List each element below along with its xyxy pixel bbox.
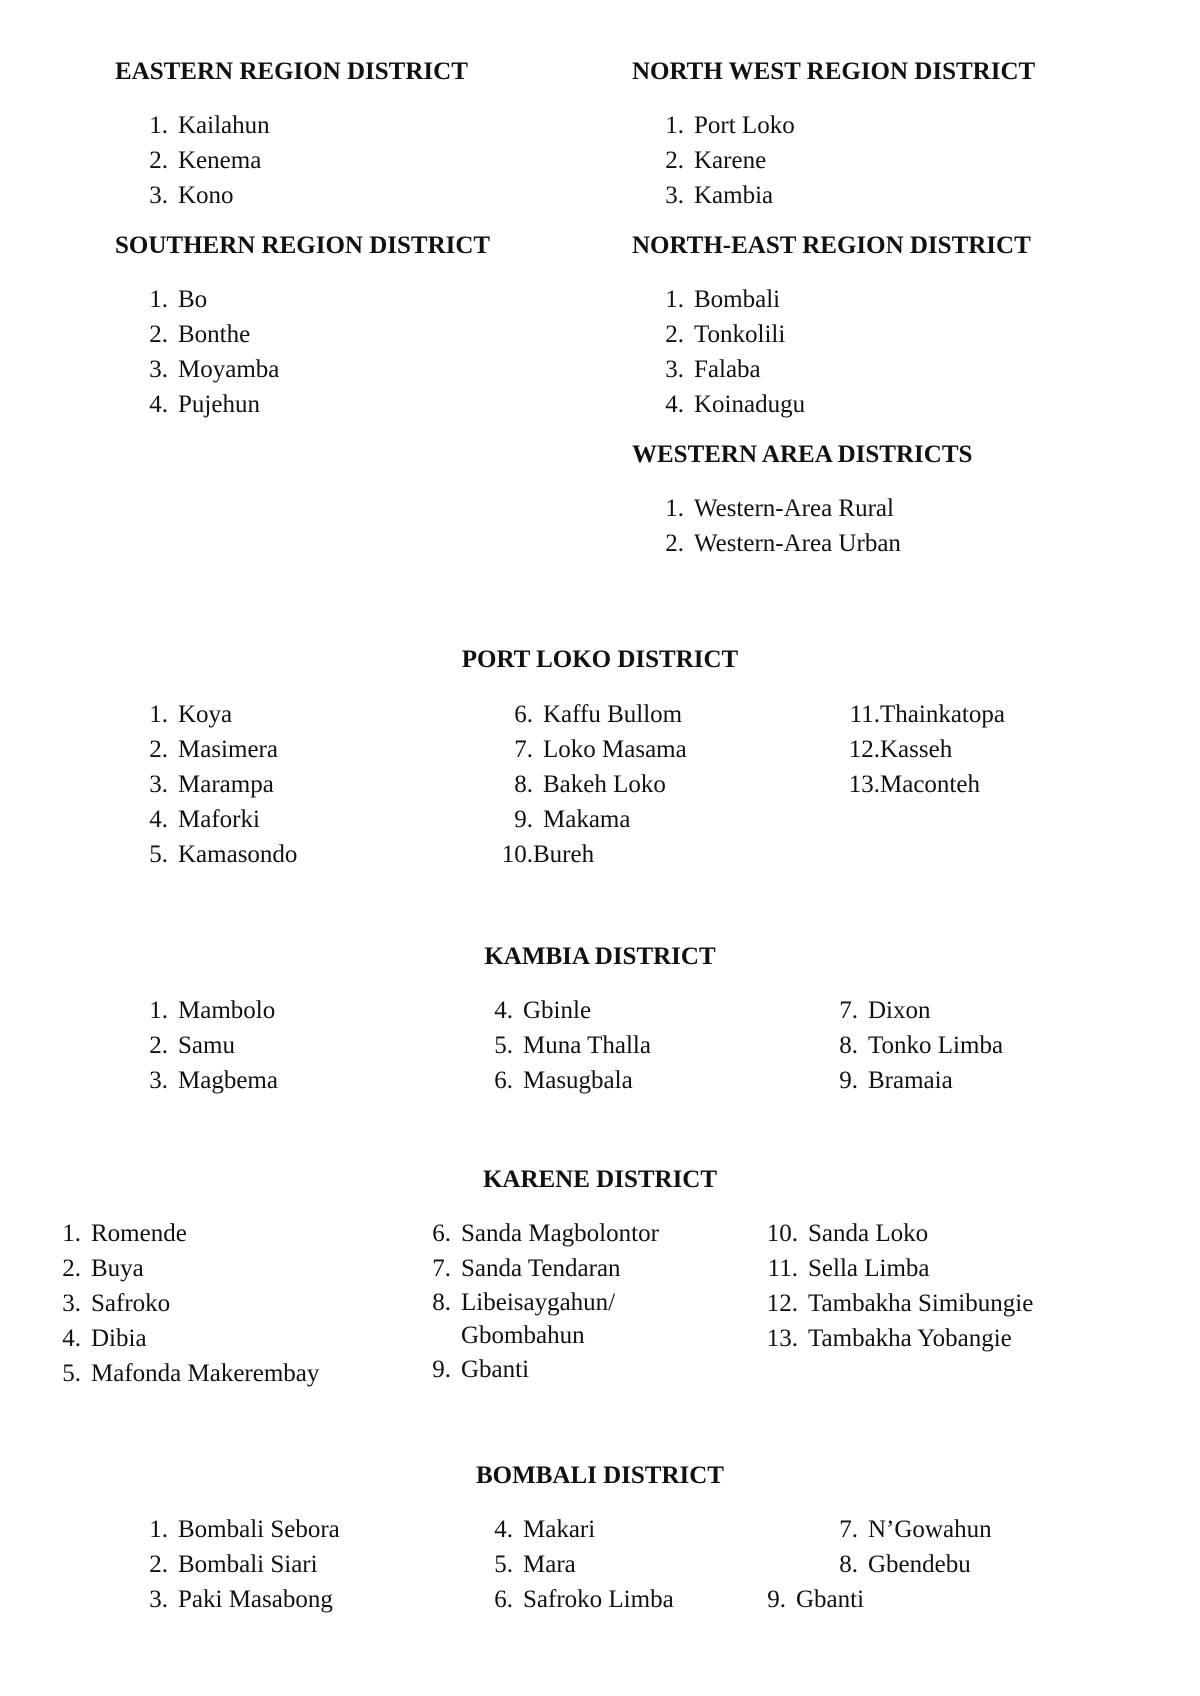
- bombali-list-extra: [758, 1582, 864, 1617]
- list-item: 6. Safroko Limba: [494, 1586, 674, 1613]
- western-area-heading: WESTERN AREA DISTRICTS: [632, 441, 973, 468]
- kambia-heading: KAMBIA DISTRICT: [484, 943, 716, 970]
- bombali-heading: BOMBALI DISTRICT: [476, 1462, 724, 1489]
- list-item: 9. Gbanti: [432, 1356, 530, 1383]
- list-item: 2. Kenema: [149, 147, 262, 174]
- north-east-region-list: [656, 282, 805, 422]
- list-item: 1. Bo: [149, 286, 208, 313]
- list-item: 8. Libeisaygahun/ Gbombahun: [432, 1289, 616, 1349]
- port-loko-list-col2: [495, 697, 687, 872]
- karene-heading: KARENE DISTRICT: [482, 1166, 718, 1193]
- list-item: 9. Makama: [514, 806, 631, 833]
- list-item: 13. Tambakha Yobangie: [766, 1325, 1012, 1352]
- list-item: 12. Tambakha Simibungie: [766, 1290, 1034, 1317]
- list-item: 10. Sanda Loko: [766, 1220, 929, 1247]
- bombali-list-col1: [140, 1512, 340, 1617]
- list-item: 1. Bombali Sebora: [149, 1516, 340, 1543]
- list-item: 9. Gbanti: [767, 1586, 865, 1613]
- list-item: 8. Bakeh Loko: [514, 771, 666, 798]
- list-item: 9. Bramaia: [839, 1067, 953, 1094]
- list-item: 10.Bureh: [501, 841, 595, 868]
- list-item: 11. Sella Limba: [767, 1255, 930, 1282]
- bombali-list-col3: [830, 1512, 992, 1582]
- port-loko-heading: PORT LOKO DISTRICT: [461, 646, 739, 673]
- western-area-list: [656, 491, 901, 561]
- southern-region-heading: SOUTHERN REGION DISTRICT: [115, 232, 491, 259]
- list-item: 7. N’Gowahun: [839, 1516, 992, 1543]
- list-item: 3. Safroko: [62, 1290, 171, 1317]
- kambia-list-col1: [140, 993, 278, 1098]
- list-item: 6. Masugbala: [494, 1067, 633, 1094]
- list-item: 2. Tonkolili: [665, 321, 786, 348]
- list-item: 3. Magbema: [149, 1067, 278, 1094]
- list-item: 1. Kailahun: [149, 112, 270, 139]
- eastern-region-heading: EASTERN REGION DISTRICT: [115, 58, 468, 85]
- list-item: 3. Marampa: [149, 771, 274, 798]
- list-item: 8. Gbendebu: [839, 1551, 971, 1578]
- list-item: 5. Muna Thalla: [494, 1032, 651, 1059]
- list-item: 5. Mafonda Makerembay: [62, 1360, 320, 1387]
- bombali-list-col2: [485, 1512, 674, 1617]
- list-item: 1. Western-Area Rural: [665, 495, 894, 522]
- list-item: 4. Gbinle: [494, 997, 592, 1024]
- list-item: 7. Dixon: [839, 997, 931, 1024]
- list-item: 3. Kono: [149, 182, 234, 209]
- list-item: 11.Thainkatopa: [849, 701, 1005, 728]
- list-item: 6. Kaffu Bullom: [514, 701, 683, 728]
- kambia-list-col3: [830, 993, 1003, 1098]
- list-item: 7. Loko Masama: [514, 736, 687, 763]
- list-item: 2. Masimera: [149, 736, 278, 763]
- list-item: 3. Moyamba: [149, 356, 280, 383]
- list-item: 1. Mambolo: [149, 997, 276, 1024]
- list-item: 1. Koya: [149, 701, 233, 728]
- north-east-region-heading: NORTH-EAST REGION DISTRICT: [632, 232, 1031, 259]
- list-item: 3. Falaba: [665, 356, 761, 383]
- port-loko-list-col3: [842, 697, 1005, 802]
- list-item: 13.Maconteh: [848, 771, 980, 798]
- list-item: 8. Tonko Limba: [839, 1032, 1004, 1059]
- list-item: 12.Kasseh: [848, 736, 953, 763]
- list-item: 2. Bombali Siari: [149, 1551, 318, 1578]
- north-west-region-list: [656, 108, 795, 213]
- list-item: 4. Makari: [494, 1516, 596, 1543]
- list-item: 1. Port Loko: [665, 112, 795, 139]
- list-item: 2. Karene: [665, 147, 767, 174]
- port-loko-list-col1: [140, 697, 297, 872]
- list-item: 2. Western-Area Urban: [665, 530, 901, 557]
- list-item: 1. Bombali: [665, 286, 781, 313]
- list-item: 2. Buya: [62, 1255, 144, 1282]
- southern-region-list: [140, 282, 279, 422]
- karene-list-col3: [758, 1216, 1033, 1356]
- kambia-list-col2: [485, 993, 651, 1098]
- list-item: 3. Kambia: [665, 182, 774, 209]
- list-item: 2. Samu: [149, 1032, 235, 1059]
- list-item: 5. Kamasondo: [149, 841, 298, 868]
- eastern-region-list: [140, 108, 270, 213]
- karene-list-col1: [53, 1216, 319, 1391]
- list-item: 4. Pujehun: [149, 391, 260, 418]
- list-item: 1. Romende: [62, 1220, 187, 1247]
- list-item: 6. Sanda Magbolontor: [432, 1220, 659, 1247]
- list-item: 4. Koinadugu: [665, 391, 806, 418]
- list-item: 2. Bonthe: [149, 321, 251, 348]
- list-item: 4. Maforki: [149, 806, 260, 833]
- list-item: 3. Paki Masabong: [149, 1586, 333, 1613]
- list-item: 7. Sanda Tendaran: [432, 1255, 621, 1282]
- karene-list-col2: [423, 1216, 659, 1387]
- north-west-region-heading: NORTH WEST REGION DISTRICT: [632, 58, 1036, 85]
- list-item: 5. Mara: [494, 1551, 576, 1578]
- list-item: 4. Dibia: [62, 1325, 147, 1352]
